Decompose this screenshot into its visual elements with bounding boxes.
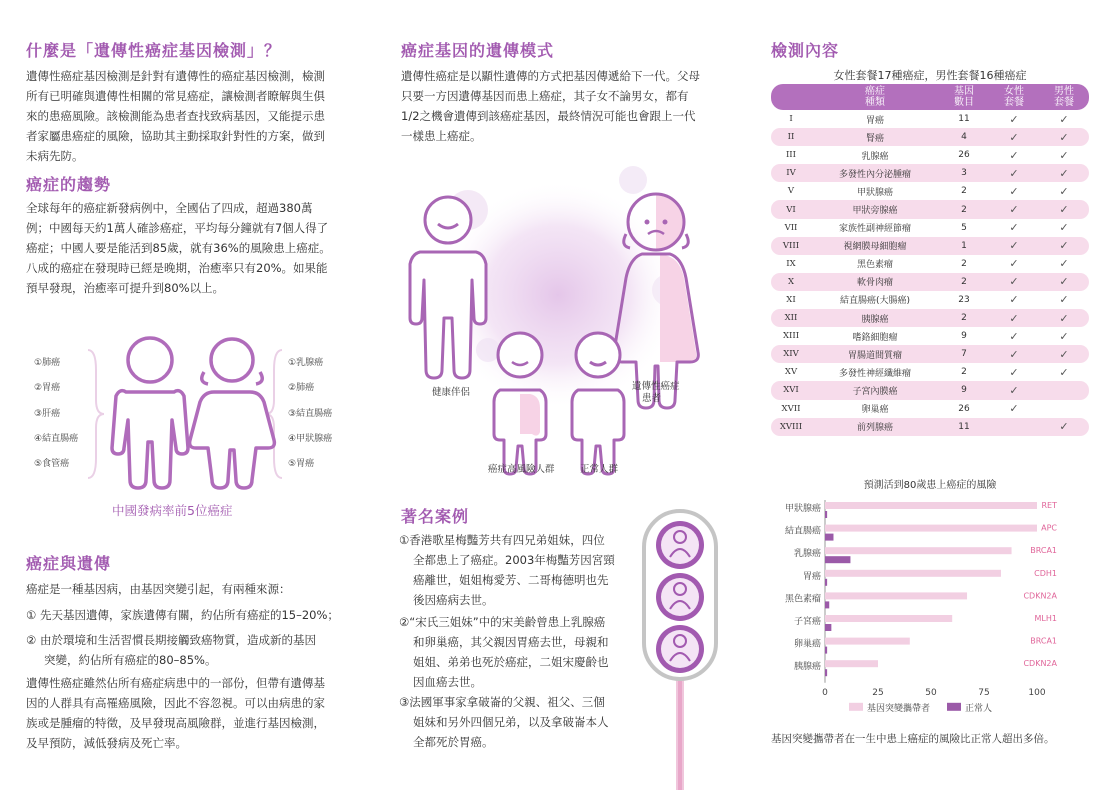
roman-numeral: VII <box>784 222 798 233</box>
heredity-title: 癌症與遺傳 <box>26 554 112 573</box>
female-check: ✓ <box>1009 257 1019 271</box>
gene-label: APC <box>1041 523 1057 533</box>
gene-count: 2 <box>939 200 989 218</box>
mutation-bar <box>825 592 967 599</box>
light-3-icon <box>656 625 704 673</box>
list-item: ④甲狀腺癌 <box>288 434 333 444</box>
table-row <box>771 182 1089 200</box>
heredity-item-2: ② 由於環境和生活習慣長期接觸致癌物質，造成新的基因 <box>26 633 316 647</box>
label-high-risk: 癌症高風險人群 <box>488 464 555 475</box>
normal-bar <box>825 624 831 631</box>
cancer-name: 軟骨肉瘤 <box>811 273 939 291</box>
header-male-package: 男性 套餐 <box>1039 84 1089 110</box>
roman-numeral: VI <box>771 200 811 218</box>
header-female-package: 女性 套餐 <box>989 84 1039 110</box>
roman-numeral: V <box>787 186 795 197</box>
male-check: ✓ <box>1059 148 1069 162</box>
table-row <box>771 128 1089 146</box>
female-check: ✓ <box>989 309 1039 327</box>
legend-normal-swatch <box>947 703 961 711</box>
table-row <box>771 363 1089 381</box>
legend-normal-label: 正常人 <box>965 703 993 714</box>
female-check: ✓ <box>989 345 1039 363</box>
table-row <box>771 345 1089 363</box>
female-check: ✓ <box>1009 148 1019 162</box>
male-check: ✓ <box>1059 112 1069 126</box>
x-tick-label: 75 <box>978 687 990 698</box>
chart-title: 預測活到80歲患上癌症的風險 <box>863 480 997 491</box>
cancer-name: 腎癌 <box>811 128 939 146</box>
table-row <box>771 273 1089 291</box>
table-row <box>771 110 1089 128</box>
female-check: ✓ <box>1009 112 1019 126</box>
male-check: ✓ <box>1039 128 1089 146</box>
case-3: ③法國軍事家拿破崙的父親、祖父、三個 姐妹和另外四個兄弟，以及拿破崙本人 全都死於胃癌。 <box>399 695 609 749</box>
roman-numeral: XII <box>771 309 811 327</box>
male-check: ✓ <box>1059 329 1069 343</box>
normal-child-icon <box>572 333 624 474</box>
roman-numeral: XVII <box>781 403 801 414</box>
normal-bar <box>825 647 827 654</box>
gene-count: 3 <box>939 164 989 182</box>
category-label: 卵巢癌 <box>793 639 821 650</box>
cancer-name: 多發性內分泌腫瘤 <box>811 164 939 182</box>
trend-title: 癌症的趨勢 <box>26 175 112 194</box>
light-2-icon <box>656 573 704 621</box>
gene-label: RET <box>1041 501 1057 510</box>
gene-label: BRCA1 <box>1030 546 1057 556</box>
roman-numeral: XVI <box>771 381 811 399</box>
trend-paragraph: 全球每年的癌症新發病例中，全國佔了四成，超過380萬 例；中國每天約1萬人確診癌症，平均每分鐘就有7個人得了 癌症；中國人要是能活到85歲，就有36%的風險患上癌症。 八成的癌症在發現時已經是晚期，治癒率只有20%。如果能 預早發現，治癒率可提升到80%以上。 <box>26 201 331 295</box>
gene-count: 2 <box>961 258 967 269</box>
male-female-illustration <box>80 330 290 500</box>
gene-count: 1 <box>939 237 989 255</box>
female-check: ✓ <box>1009 184 1019 198</box>
table-row <box>771 381 1089 399</box>
legend-mutation-swatch <box>849 703 863 711</box>
cancer-name: 胃癌 <box>865 115 884 126</box>
normal-bar <box>825 601 829 608</box>
category-label: 甲狀腺癌 <box>784 504 821 514</box>
top5-caption: 中國發病率前5位癌症 <box>112 503 233 518</box>
label-patient-2: 患者 <box>642 393 662 404</box>
female-check: ✓ <box>989 200 1039 218</box>
female-check: ✓ <box>1009 293 1019 307</box>
gene-label: CDKN2A <box>1023 659 1057 669</box>
gene-count: 11 <box>939 418 989 436</box>
mode-paragraph: 遺傳性癌症是以顯性遺傳的方式把基因傳遞給下一代。父母 只要一方因遺傳基因而患上癌症，其子女不論男女，都有 1/2之機會遺傳到該癌症基因，最終情況可能也會跟上一代 一樣患上癌症。 <box>401 69 700 143</box>
male-check: ✓ <box>1059 184 1069 198</box>
roman-numeral: VIII <box>771 237 811 255</box>
footer-note: 基因突變攜帶者在一生中患上癌症的風險比正常人超出多倍。 <box>771 733 1055 745</box>
legend-mutation-label: 基因突變攜帶者 <box>867 703 931 714</box>
test-content-table <box>771 84 1089 436</box>
female-check: ✓ <box>989 164 1039 182</box>
roman-numeral: III <box>785 150 797 161</box>
cancer-name: 乳腺癌 <box>861 151 889 162</box>
high-risk-child-icon <box>494 333 546 474</box>
mutation-bar <box>825 660 878 667</box>
list-item: ①肺癌 <box>34 358 61 368</box>
male-check: ✓ <box>1039 164 1089 182</box>
roman-numeral: X <box>771 273 811 291</box>
male-check: ✓ <box>1039 200 1089 218</box>
gene-label: BRCA1 <box>1030 636 1057 646</box>
cancer-name: 甲狀旁腺癌 <box>811 200 939 218</box>
male-check: ✓ <box>1039 345 1089 363</box>
list-item: ②肺癌 <box>288 383 315 393</box>
mutation-bar <box>825 638 910 645</box>
female-check: ✓ <box>989 237 1039 255</box>
female-check: ✓ <box>1009 365 1019 379</box>
female-check: ✓ <box>1009 329 1019 343</box>
x-tick-label: 0 <box>822 687 828 698</box>
male-check <box>1039 400 1089 418</box>
gene-count: 4 <box>939 128 989 146</box>
traffic-light-illustration <box>640 505 720 790</box>
table-row <box>771 200 1089 218</box>
table-row <box>771 164 1089 182</box>
case-2: ②“宋氏三姐妹”中的宋美齡曾患上乳腺癌 和卵巢癌，其父親因胃癌去世，母親和 姐姐、弟弟也死於癌症，二姐宋慶齡也 因血癌去世。 <box>399 615 609 689</box>
female-check: ✓ <box>1009 221 1019 235</box>
cancer-name: 多發性神經纖維瘤 <box>838 368 911 379</box>
table-row <box>771 327 1089 345</box>
list-item: ②胃癌 <box>34 383 61 393</box>
cancer-name: 黑色素瘤 <box>856 260 893 271</box>
cancer-name: 甲狀腺癌 <box>856 187 893 198</box>
roman-numeral: XIII <box>782 331 800 342</box>
roman-numeral: IV <box>771 164 811 182</box>
gene-count: 5 <box>961 222 967 233</box>
male-icon <box>112 338 188 488</box>
normal-bar <box>825 534 833 541</box>
list-item: ④結直腸癌 <box>34 434 79 444</box>
female-check: ✓ <box>989 273 1039 291</box>
gene-count: 7 <box>939 345 989 363</box>
heredity-intro: 癌症是一種基因病，由基因突變引起，有兩種來源： <box>26 582 291 596</box>
category-label: 結直腸癌 <box>784 526 821 537</box>
gene-count: 26 <box>958 150 970 161</box>
mutation-bar <box>825 547 1012 554</box>
light-1-icon <box>656 521 704 569</box>
table-row <box>771 291 1089 309</box>
gene-count: 2 <box>939 309 989 327</box>
table-row <box>771 400 1089 418</box>
cancer-name: 家族性副神經節瘤 <box>838 224 911 235</box>
heredity-item-2-cont: 突變，約佔所有癌症的80–85%。 <box>44 653 217 667</box>
gene-count: 9 <box>961 331 967 342</box>
table-header-row <box>771 84 1089 110</box>
normal-bar <box>825 511 827 518</box>
normal-bar <box>825 556 850 563</box>
male-check: ✓ <box>1039 237 1089 255</box>
male-check <box>1039 381 1089 399</box>
gene-count: 2 <box>939 273 989 291</box>
table-caption: 女性套餐17種癌症，男性套餐16種癌症 <box>833 69 1027 82</box>
table-row <box>771 237 1089 255</box>
cases-title: 著名案例 <box>401 507 470 526</box>
label-patient-1: 遺傳性癌症 <box>632 381 680 392</box>
label-healthy-partner: 健康伴侶 <box>432 387 471 398</box>
list-item: ③結直腸癌 <box>288 409 333 419</box>
table-row <box>771 418 1089 436</box>
gene-count: 9 <box>939 381 989 399</box>
normal-bar <box>825 579 827 586</box>
category-label: 乳腺癌 <box>793 549 821 560</box>
male-check: ✓ <box>1039 309 1089 327</box>
male-check: ✓ <box>1059 365 1069 379</box>
male-check: ✓ <box>1059 293 1069 307</box>
cancer-name: 前列腺癌 <box>811 418 939 436</box>
roman-numeral: XI <box>786 294 796 305</box>
case-1: ①香港歌星梅豔芳共有四兄弟姐妹，四位 全都患上了癌症。2003年梅豔芳因宮頸 癌離世，姐姐梅愛芳、二哥梅德明也先 後因癌病去世。 <box>399 533 615 607</box>
gene-label: CDH1 <box>1034 568 1057 578</box>
header-cancer-type: 癌症 種類 <box>811 84 939 110</box>
cancer-name: 子宮內膜癌 <box>811 381 939 399</box>
x-tick-label: 50 <box>925 687 937 698</box>
male-check: ✓ <box>1039 418 1089 436</box>
normal-bar <box>825 669 827 676</box>
gene-label: MLH1 <box>1034 614 1057 623</box>
gene-count: 2 <box>961 367 967 378</box>
cancer-name: 胰腺癌 <box>811 309 939 327</box>
risk-chart <box>771 492 1091 714</box>
category-label: 子宮癌 <box>793 617 821 627</box>
cancer-name: 視網膜母細胞瘤 <box>811 237 939 255</box>
male-check: ✓ <box>1059 221 1069 235</box>
heredity-paragraph: 遺傳性癌症雖然佔所有癌症病患中的一部份，但帶有遺傳基 因的人群具有高罹癌風險，因此不容忽視。可以由病患的家 族或是腫瘤的特徵，及早發現高風險群，並進行基因檢測， 及早預防，減低發病及死亡率。 <box>26 676 325 750</box>
category-label: 胃癌 <box>802 571 821 582</box>
what-paragraph: 遺傳性癌症基因檢測是針對有遺傳性的癌症基因檢測，檢測 所有已明確與遺傳性相關的常見癌症，讓檢測者瞭解與生俱 來的患癌風險。該檢測能為患者查找致病基因，又能提示患 者家屬患癌症的風險，協助其主動採取針對性的方案，做到 未病先防。 <box>26 69 325 163</box>
mutation-bar <box>825 570 1001 577</box>
list-item: ①乳腺癌 <box>288 358 324 368</box>
gene-label: CDKN2A <box>1023 591 1057 601</box>
roman-numeral: XIV <box>771 345 811 363</box>
roman-numeral: IX <box>786 258 796 269</box>
female-check: ✓ <box>1009 402 1019 416</box>
gene-count: 11 <box>958 114 970 125</box>
x-tick-label: 100 <box>1028 687 1046 698</box>
list-item: ⑤胃癌 <box>288 459 315 469</box>
cancer-name: 胃腸道間質瘤 <box>811 345 939 363</box>
table-row <box>771 146 1089 164</box>
header-gene-count: 基因 數目 <box>939 84 989 110</box>
list-item: ⑤食管癌 <box>34 459 70 469</box>
list-item: ③肝癌 <box>34 409 61 419</box>
test-content-title: 檢測內容 <box>771 41 840 60</box>
heredity-item-1: ① 先天基因遺傳，家族遺傳有關，約佔所有癌症的15–20%； <box>26 608 339 622</box>
table-row <box>771 255 1089 273</box>
table-row <box>771 309 1089 327</box>
male-check: ✓ <box>1059 257 1069 271</box>
table-row <box>771 219 1089 237</box>
roman-numeral: XVIII <box>771 418 811 436</box>
gene-count: 23 <box>958 294 970 305</box>
mutation-bar <box>825 615 952 622</box>
mutation-bar <box>825 502 1037 509</box>
cancer-name: 嗜鉻細胞瘤 <box>852 332 898 343</box>
roman-numeral: XV <box>784 367 798 378</box>
male-check: ✓ <box>1039 273 1089 291</box>
female-icon <box>190 339 275 488</box>
category-label: 黑色素瘤 <box>784 594 821 605</box>
female-check: ✓ <box>989 128 1039 146</box>
gene-count: 2 <box>961 186 967 197</box>
mode-title: 癌症基因的遺傳模式 <box>401 41 555 60</box>
category-label: 胰腺癌 <box>793 662 821 673</box>
x-tick-label: 25 <box>872 687 884 698</box>
roman-numeral: I <box>789 114 793 125</box>
female-check: ✓ <box>989 381 1039 399</box>
gene-count: 26 <box>958 403 970 414</box>
cancer-name: 結直腸癌(大腸癌) <box>839 296 911 307</box>
label-normal: 正常人群 <box>580 464 619 475</box>
female-check <box>989 418 1039 436</box>
roman-numeral: II <box>771 128 811 146</box>
cancer-name: 卵巢癌 <box>861 405 889 416</box>
what-title: 什麼是「遺傳性癌症基因檢測」？ <box>26 41 282 60</box>
inheritance-illustration <box>398 150 718 480</box>
mutation-bar <box>825 525 1037 532</box>
